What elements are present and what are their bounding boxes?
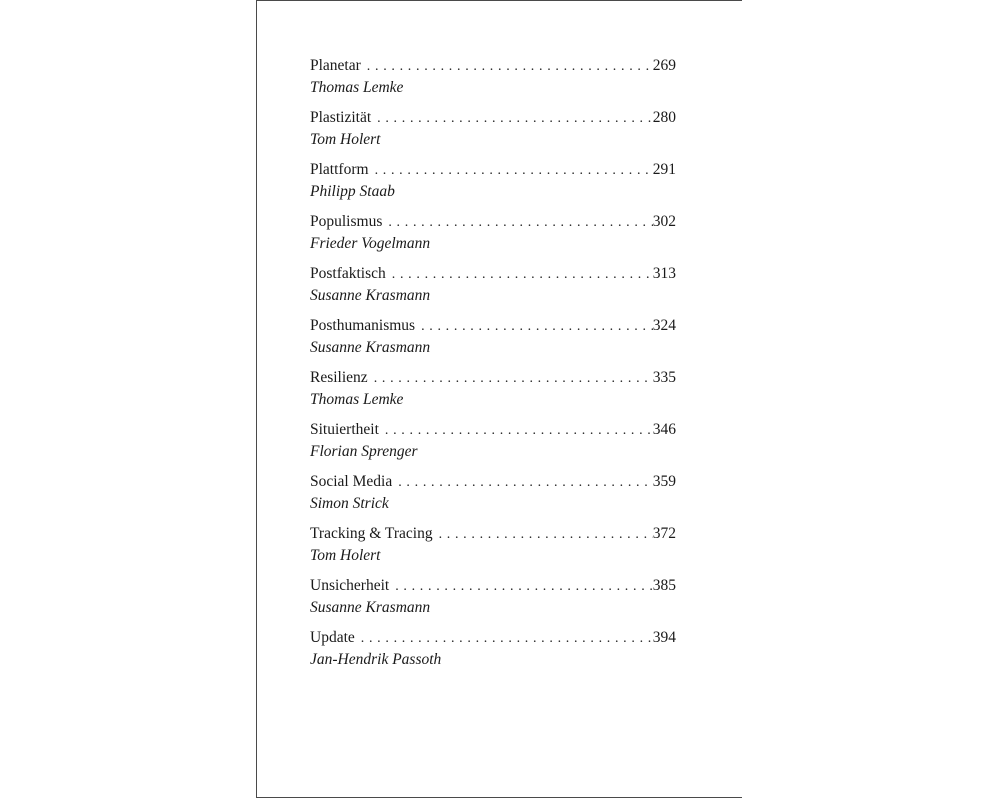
page-number: 313 [652,265,676,282]
entry-author: Tom Holert [310,547,381,564]
entry-author: Susanne Krasmann [310,599,431,616]
table-of-contents [310,56,676,680]
entry-author: Thomas Lemke [310,79,404,96]
toc-entry [310,56,676,108]
page-number: 385 [652,577,676,594]
dot-leader [361,57,653,77]
entry-author: Florian Sprenger [310,443,418,460]
toc-entry [310,472,676,524]
entry-title: Plastizität [310,109,372,126]
page-number: 359 [652,473,676,490]
entry-author: Philipp Staab [310,183,395,200]
entry-author: Tom Holert [310,131,381,148]
dot-leader [371,109,653,129]
toc-entry [310,316,676,368]
toc-entry [310,420,676,472]
page-number: 394 [652,629,676,646]
page-number: 291 [652,161,676,178]
toc-entry [310,628,676,680]
entry-title: Populismus [310,213,383,230]
entry-title: Resilienz [310,369,368,386]
toc-entry [310,524,676,576]
entry-title: Update [310,629,355,646]
entry-author: Simon Strick [310,495,389,512]
entry-title: Planetar [310,57,361,74]
entry-author: Jan-Hendrik Passoth [310,651,442,668]
entry-title: Unsicherheit [310,577,390,594]
book-page [256,0,742,798]
toc-entry [310,212,676,264]
dot-leader [382,213,652,233]
page-number: 372 [652,525,676,542]
toc-entry [310,368,676,420]
page-number: 324 [652,317,676,334]
toc-entry [310,108,676,160]
page-number: 302 [652,213,676,230]
dot-leader [369,161,653,181]
dot-leader [368,369,653,389]
toc-entry [310,576,676,628]
dot-leader [415,317,653,337]
dot-leader [392,473,653,493]
entry-title: Social Media [310,473,393,490]
entry-title: Postfaktisch [310,265,386,282]
entry-title: Posthumanismus [310,317,416,334]
entry-author: Susanne Krasmann [310,339,431,356]
toc-entry [310,160,676,212]
dot-leader [389,577,653,597]
page-number: 280 [652,109,676,126]
entry-title: Plattform [310,161,369,178]
page-number: 335 [652,369,676,386]
entry-author: Thomas Lemke [310,391,404,408]
toc-entry [310,264,676,316]
dot-leader [433,525,653,545]
page-number: 346 [652,421,676,438]
dot-leader [355,629,653,649]
entry-author: Susanne Krasmann [310,287,431,304]
entry-title: Tracking & Tracing [310,525,433,542]
dot-leader [379,421,653,441]
page-number: 269 [652,57,676,74]
entry-title: Situiertheit [310,421,379,438]
dot-leader [386,265,653,285]
entry-author: Frieder Vogelmann [310,235,431,252]
